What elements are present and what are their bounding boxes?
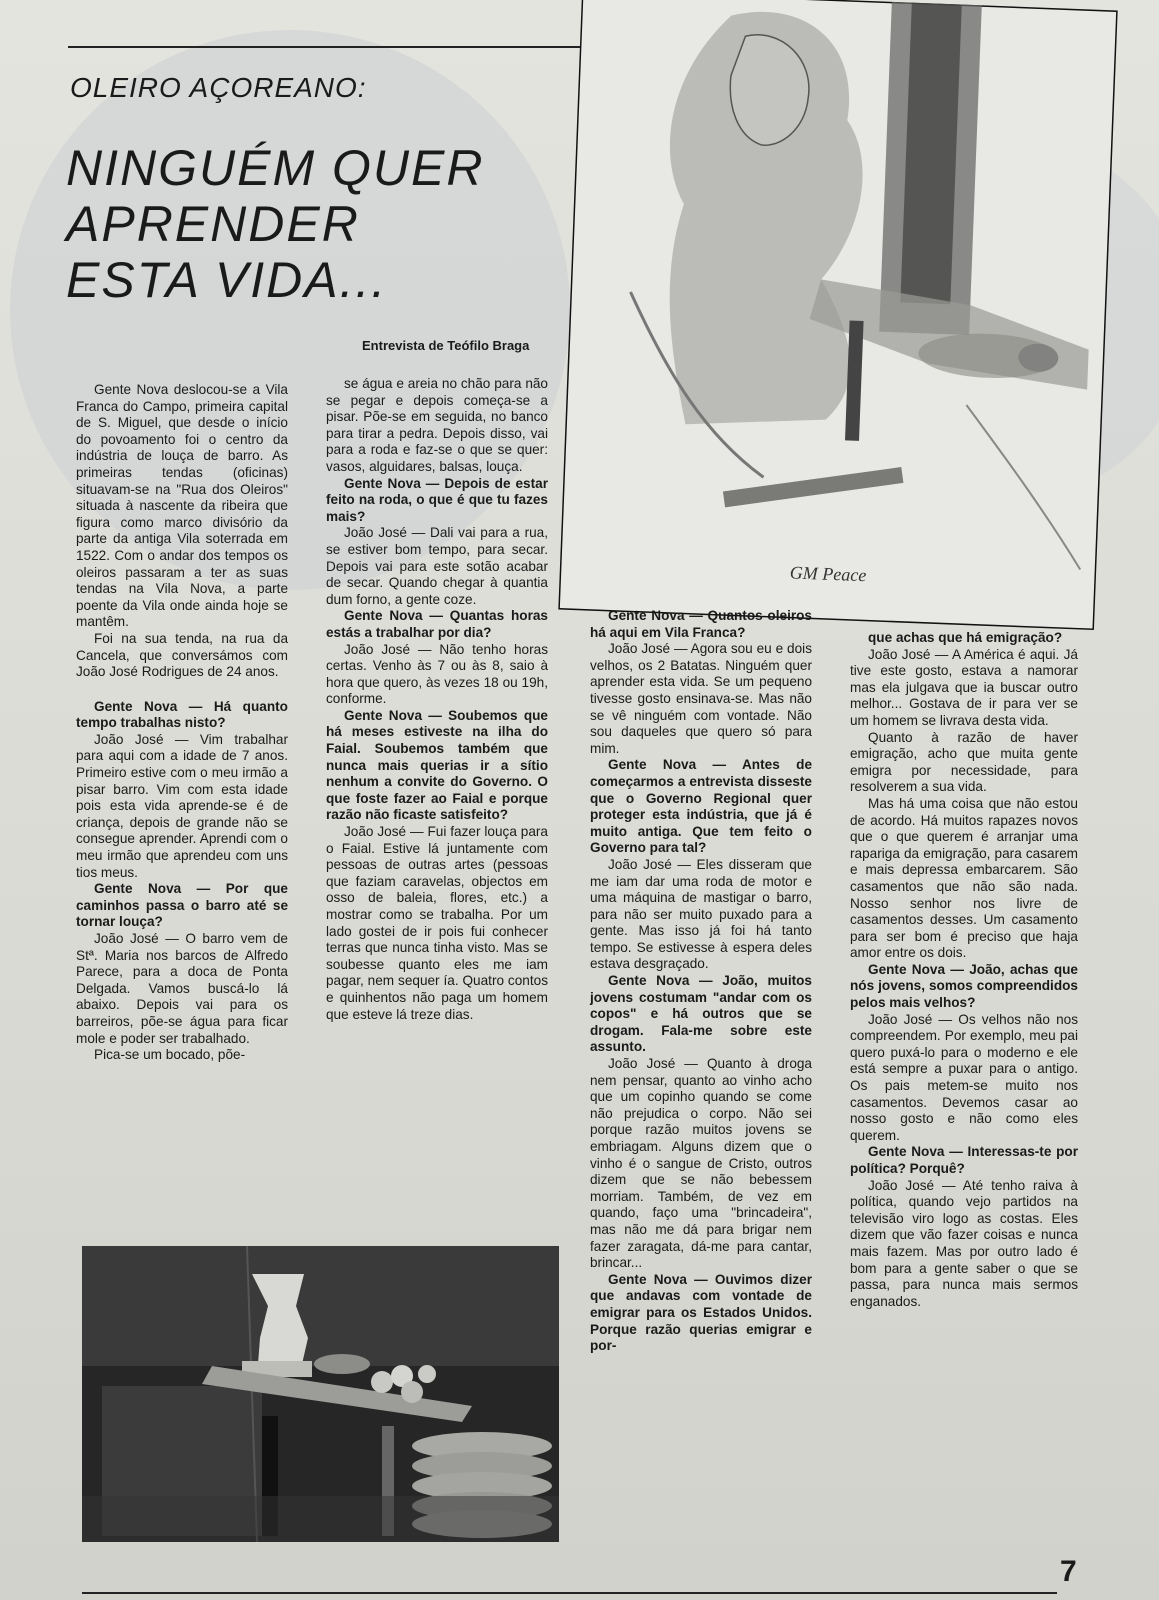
text-column-1 [76,382,288,1064]
headline-line: ESTA VIDA... [66,252,388,308]
byline: Entrevista de Teófilo Braga [362,338,530,353]
bottom-rule [82,1592,1057,1594]
article-paragraph: João José — A América é aqui. Já tive este gosto, estava a namorar mas ela julgava que ia buscar outro melhor... Gostava de ir para ver se um homem se livrava desta vida. [850,646,1078,728]
article-paragraph: Quanto à razão de haver emigração, acho que muita gente emigra por necessidade, para resolverem a sua vida. [850,729,1078,795]
text-column-2 [326,376,548,1023]
text-column-3 [590,608,812,1355]
workshop-photo [82,1246,559,1542]
article-paragraph: João José — Até tenho raiva à política, quando vejo partidos na televisão viro logo as costas. Eles dizem que vão fazer coisas e nunca mais fazem. Mas por outro lado é bom para a gente saber o que se passa, para nunca mais sermos enganados. [850,1177,1078,1309]
text-column-4 [850,630,1078,1310]
interview-question: Gente Nova — Interessas-te por política? Porquê? [850,1144,1078,1176]
interview-question: Gente Nova — Por que caminhos passa o barro até se tornar louça? [76,881,288,930]
article-paragraph: se água e areia no chão para não se pegar e depois começa-se a pisar. Põe-se em seguida, no banco para tirar a pedra. Depois disso, vai para a roda e faz-se o que se quer: vasos, alguidares, balsas, louça. [326,376,548,474]
top-rule [68,46,616,48]
headline-line: NINGUÉM QUER [66,140,485,196]
article-paragraph: João José — Dali vai para a rua, se estiver bom tempo, para secar. Depois vai para este sotão acabar de secar. Quando chegar à quantia dum forno, a gente coze. [326,525,548,607]
sketch-signature: GM Peace [789,562,867,586]
article-paragraph: Pica-se um bocado, põe- [94,1047,246,1063]
article-paragraph: João José — Vim trabalhar para aqui com a idade de 7 anos. Primeiro estive com o meu irmão a pisar barro. Vim com esta idade pois esta vida aprende-se é de criança, depois de grande não se consegue aprender. Aprendi com o meu irmão que aprendeu com uns tios meus. [76,731,288,880]
interview-question: Gente Nova — Depois de estar feito na roda, o que é que tu fazes mais? [326,475,548,524]
interview-question: que achas que há emigração? [868,630,1063,645]
interview-question: Gente Nova — João, achas que nós jovens, somos compreendidos pelos mais velhos? [850,961,1078,1011]
potter-sketch [558,0,1117,630]
interview-question: Gente Nova — Soubemos que há meses estiveste na ilha do Faial. Soubemos também que nunca mais querias ir a sítio nenhum a convite do Governo. O que foste fazer ao Faial e porque razão não ficaste satisfeito? [326,707,548,823]
article-paragraph: João José — Fui fazer louça para o Faial. Estive lá juntamente com pessoas de outras artes (pessoas que faziam caravelas, objectos em osso de baleia, flores, etc.) a mostrar como se trabalha. Por um lado gostei de ir pois fui conhecer terras que nunca tinha visto. Mas se soubesse quanto eles me iam pagar, nem sequer ía. Quatro contos e quinhentos não paga um homem que esteve lá treze dias. [326,824,548,1022]
interview-question: Gente Nova — Quantas horas estás a trabalhar por dia? [326,608,548,640]
interview-question: Gente Nova — Ouvimos dizer que andavas com vontade de emigrar para os Estados Unidos. Porque razão querias emigrar e por- [590,1271,812,1354]
interview-question: Gente Nova — Quantos oleiros há aqui em Vila Franca? [590,608,812,640]
article-paragraph: João José — O barro vem de Stª. Maria nos barcos de Alfredo Parece, para a doca de Ponta Delgada. Vamos buscá-lo lá abaixo. Depois vai para os barreiros, põe-se água para ficar mole e poder ser trabalhado. [76,931,288,1046]
article-paragraph: João José — Eles disseram que me iam dar uma roda de motor e uma máquina de mastigar o barro, para não ser muito puxado para a gente. Mas isso já foi há tanto tempo. Se estivesse à espera deles estava desgraçado. [590,856,812,972]
article-paragraph: Gente Nova deslocou-se a Vila Franca do Campo, primeira capital de S. Miguel, que desde o início do povoamento foi o centro da indústria de louça de barro. As primeiras tendas (oficinas) situavam-se na "Rua dos Oleiros" situada à nascente da ribeira que figura como marco divisório da parte da antiga Vila soterrada em 1522. Com o andar dos tempos os oleiros passaram a ter as suas tendas na Vila Nova, a parte poente da Vila onde ainda hoje se mantêm. [76,382,288,630]
page-number: 7 [1060,1555,1077,1588]
interview-question: Gente Nova — Há quanto tempo trabalhas nisto? [76,698,288,731]
article-paragraph: Foi na sua tenda, na rua da Cancela, que conversámos com João José Rodrigues de 24 anos. [76,630,288,680]
article-paragraph: João José — Não tenho horas certas. Venho às 7 ou às 8, saio à hora que quero, às vezes 18 ou 19h, conforme. [326,641,548,707]
kicker-title: OLEIRO AÇOREANO: [70,72,367,103]
headline [66,140,606,308]
article-paragraph: Mas há uma coisa que não estou de acordo. Há muitos rapazes novos que o que querem é arranjar uma rapariga da emigração, para casarem e mais depressa embarcarem. São casamentos que não são nada. Nosso senhor nos livre de casamentos desses. Um casamento para ser bom é preciso que haja amor entre os dois. [850,795,1078,961]
interview-question: Gente Nova — João, muitos jovens costumam "andar com os copos" e há outros que se drogam. Fala-me sobre este assunto. [590,973,812,1055]
article-paragraph: João José — Os velhos não nos compreendem. Por exemplo, meu pai quero puxá-lo para o moderno e ele está sempre a puxar para o antigo. Os pais metem-se muito nos casamentos. Devemos casar ao nosso gosto e não como eles querem. [850,1011,1078,1143]
interview-question: Gente Nova — Antes de começarmos a entrevista disseste que o Governo Regional quer proteger esta indústria, que já é muito antiga. Que tem feito o Governo para tal? [590,757,812,856]
article-paragraph: João José — Agora sou eu e dois velhos, os 2 Batatas. Ninguém quer aprender esta vida. Se um pequeno tivesse gosto ensinava-se. Mas não se vê ninguém com vontade. Não sou daqueles que quero só para mim. [590,641,812,756]
headline-line: APRENDER [66,196,360,252]
article-paragraph: João José — Quanto à droga nem pensar, quanto ao vinho acho que um copinho quando se come não prejudica o corpo. Não sei porque razão muitos jovens se embriagam. Alguns dizem que o vinho é o sangue de Cristo, outros dizem que se não bebessem morriam. Também, de vez em quando, faço uma "brincadeira", mas não me dá para brigar nem fazer zaragata, dá-me para cantar, brincar... [590,1056,812,1271]
